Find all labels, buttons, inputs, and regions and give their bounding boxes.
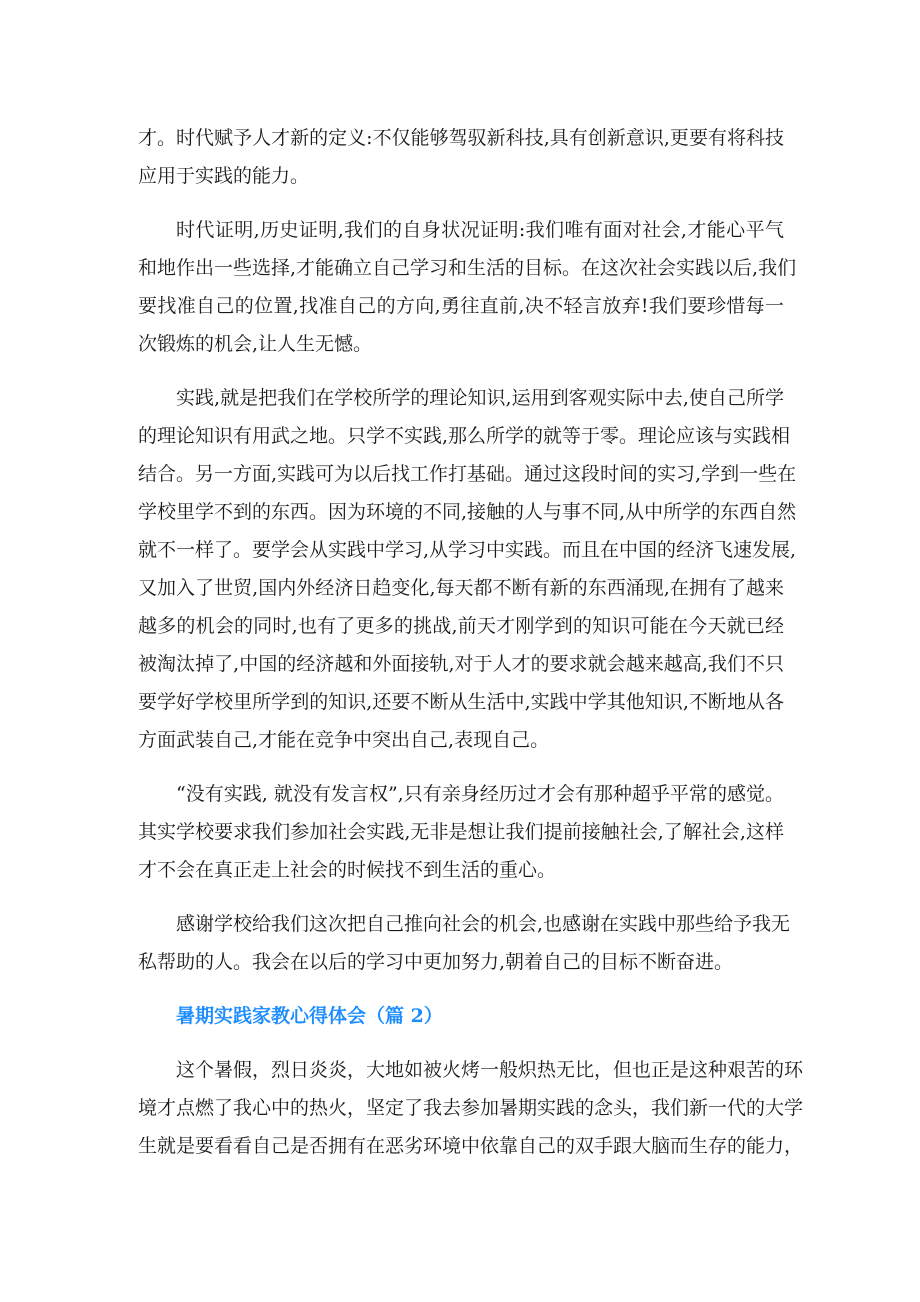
text-line: 被淘汰掉了,中国的经济越和外面接轨,对于人才的要求就会越来越高,我们不只 (138, 653, 784, 675)
text-line: 越多的机会的同时,也有了更多的挑战,前天才刚学到的知识可能在今天就已经 (138, 615, 784, 637)
document-page (138, 119, 804, 1181)
text-line: 感谢学校给我们这次把自己推向社会的机会,也感谢在实践中那些给予我无 (176, 913, 791, 935)
section-heading: 暑期实践家教心得体会（篇 2） (176, 1005, 443, 1027)
text-line: 要学好学校里所学到的知识,还要不断从生活中,实践中学其他知识,不断地从各 (138, 691, 784, 713)
paragraph-3 (138, 379, 797, 759)
text-line: 又加入了世贸,国内外经济日趋变化,每天都不断有新的东西涌现,在拥有了越来 (138, 577, 784, 599)
text-line: 其实学校要求我们参加社会实践,无非是想让我们提前接触社会,了解社会,这样 (138, 821, 784, 843)
text-line: 私帮助的人。我会在以后的学习中更加努力,朝着自己的目标不断奋进。 (138, 951, 734, 973)
text-line: 和地作出一些选择,才能确立自己学习和生活的目标。在这次社会实践以后,我们 (138, 257, 797, 279)
text-line: 次锻炼的机会,让人生无憾。 (138, 333, 373, 355)
paragraph-1 (138, 119, 784, 195)
text-line: 生就是要看看自己是否拥有在恶劣环境中依靠自己的双手跟大脑而生存的能力， (138, 1135, 804, 1157)
text-line: 结合。另一方面,实践可为以后找工作打基础。通过这段时间的实习,学到一些在 (138, 463, 797, 485)
text-line: 应用于实践的能力。 (138, 165, 310, 187)
text-line: “没有实践, 就没有发言权”,只有亲身经历过才会有那种超乎平常的感觉。 (176, 783, 784, 805)
paragraph-4 (138, 775, 784, 889)
text-line: 的理论知识有用武之地。只学不实践,那么所学的就等于零。理论应该与实践相 (138, 425, 791, 447)
text-line: 境才点燃了我心中的热火，坚定了我去参加暑期实践的念头，我们新一代的大学 (138, 1097, 804, 1119)
paragraph-6 (138, 1051, 804, 1165)
text-line: 才不会在真正走上社会的时候找不到生活的重心。 (138, 859, 557, 881)
paragraph-5 (138, 905, 791, 981)
text-line: 实践,就是把我们在学校所学的理论知识,运用到客观实际中去,使自己所学 (176, 387, 784, 409)
text-line: 学校里学不到的东西。因为环境的不同,接触的人与事不同,从中所学的东西自然 (138, 501, 797, 523)
text-line: 才。时代赋予人才新的定义:不仅能够驾驭新科技,具有创新意识,更要有将科技 (138, 127, 784, 149)
text-line: 方面武装自己,才能在竞争中突出自己,表现自己。 (138, 729, 550, 751)
text-line: 要找准自己的位置,找准自己的方向,勇往直前,决不轻言放弃!我们要珍惜每一 (138, 295, 784, 317)
text-line: 就不一样了。要学会从实践中学习,从学习中实践。而且在中国的经济飞速发展, (138, 539, 797, 561)
text-line: 时代证明,历史证明,我们的自身状况证明:我们唯有面对社会,才能心平气 (176, 219, 784, 241)
paragraph-2 (138, 211, 797, 363)
text-line: 这个暑假，烈日炎炎，大地如被火烤一般炽热无比，但也正是这种艰苦的环 (176, 1059, 804, 1081)
